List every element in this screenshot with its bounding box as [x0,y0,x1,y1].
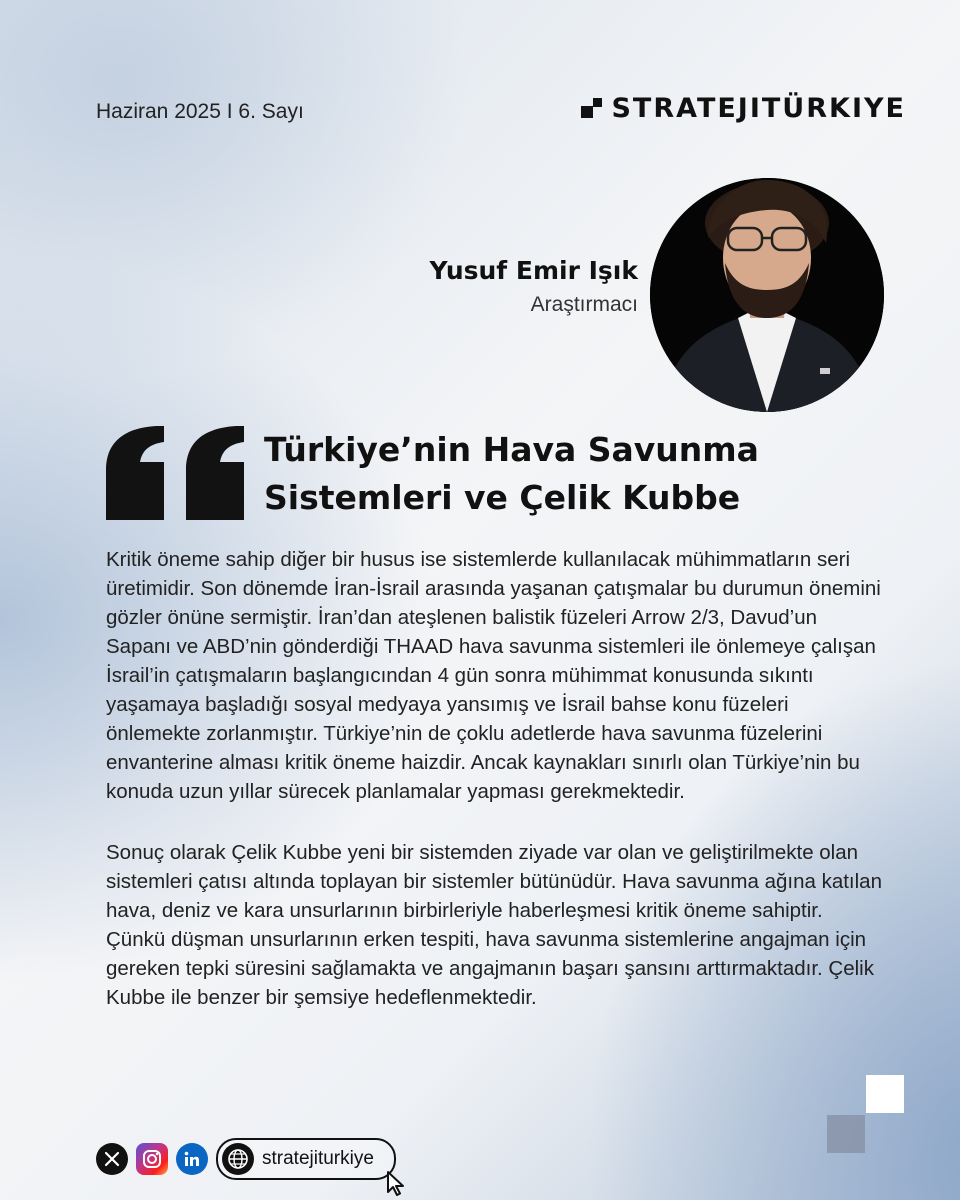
cursor-icon [386,1170,408,1196]
website-handle-text: stratejiturkiye [262,1148,374,1169]
issue-date: Haziran 2025 I 6. Sayı [96,100,304,123]
author-name: Yusuf Emir Işık [429,256,638,285]
linkedin-icon[interactable] [176,1143,208,1175]
article-paragraph-2: Sonuç olarak Çelik Kubbe yeni bir sistemden ziyade var olan ve geliştirilmekte olan sistemleri çatısı altında toplayan bir sistemler bütünüdür. Hava savunma ağına katılan hava, deniz ve kara unsurlarının birbirleriyle haberleşmesi kritik öneme sahiptir. Çünkü düşman unsurlarının erken tespiti, hava savunma sistemlerine angajman için gereken tepki süresini sağlamakta ve angajmanın başarı şansını arttırmaktadır. Çelik Kubbe ile benzer bir şemsiye hedeflenmektedir. [106,841,882,1009]
article-body [106,545,886,1044]
author-role: Araştırmacı [530,293,638,316]
website-handle-link[interactable] [216,1138,396,1180]
article-title-line-1: Türkiye’nin Hava Savunma [264,430,759,469]
globe-icon [222,1143,254,1175]
social-links [96,1138,396,1180]
decorative-square-gray [827,1115,865,1153]
quote-mark-icon [106,426,246,520]
article-title-line-2: Sistemleri ve Çelik Kubbe [264,478,741,517]
x-icon[interactable] [96,1143,128,1175]
brand-name: STRATEJITÜRKIYE [611,93,906,124]
author-photo [650,178,884,412]
article-paragraph-1: Kritik öneme sahip diğer bir husus ise sistemlerde kullanılacak mühimmatların seri üretimidir. Son dönemde İran-İsrail arasında yaşanan çatışmalar bu durumun önemini gözler önüne sermiştir. İran’dan ateşlenen balistik füzeleri Arrow 2/3, Davud’un Sapanı ve ABD’nin gönderdiği THAAD hava savunma sistemleri ile önlemeye çalışan İsrail’in çatışmaların başlangıcından 4 gün sonra mühimmat konusunda sıkıntı yaşamaya başladığı sosyal medyaya yansımış ve İsrail bahse konu füzeleri önlemekte zorlanmıştır. Türkiye’nin de çoklu adetlerde hava savunma füzelerini envanterine alması kritik öneme haizdir. Ancak kaynakları sınırlı olan Türkiye’nin bu konuda uzun yıllar sürecek planlamalar yapması gerekmektedir. [106,548,881,803]
author-block [430,256,638,317]
brand-logo [581,93,906,124]
instagram-icon[interactable] [136,1143,168,1175]
brand-mark-icon [581,98,603,120]
article-title [264,426,759,522]
decorative-square-white [866,1075,904,1113]
